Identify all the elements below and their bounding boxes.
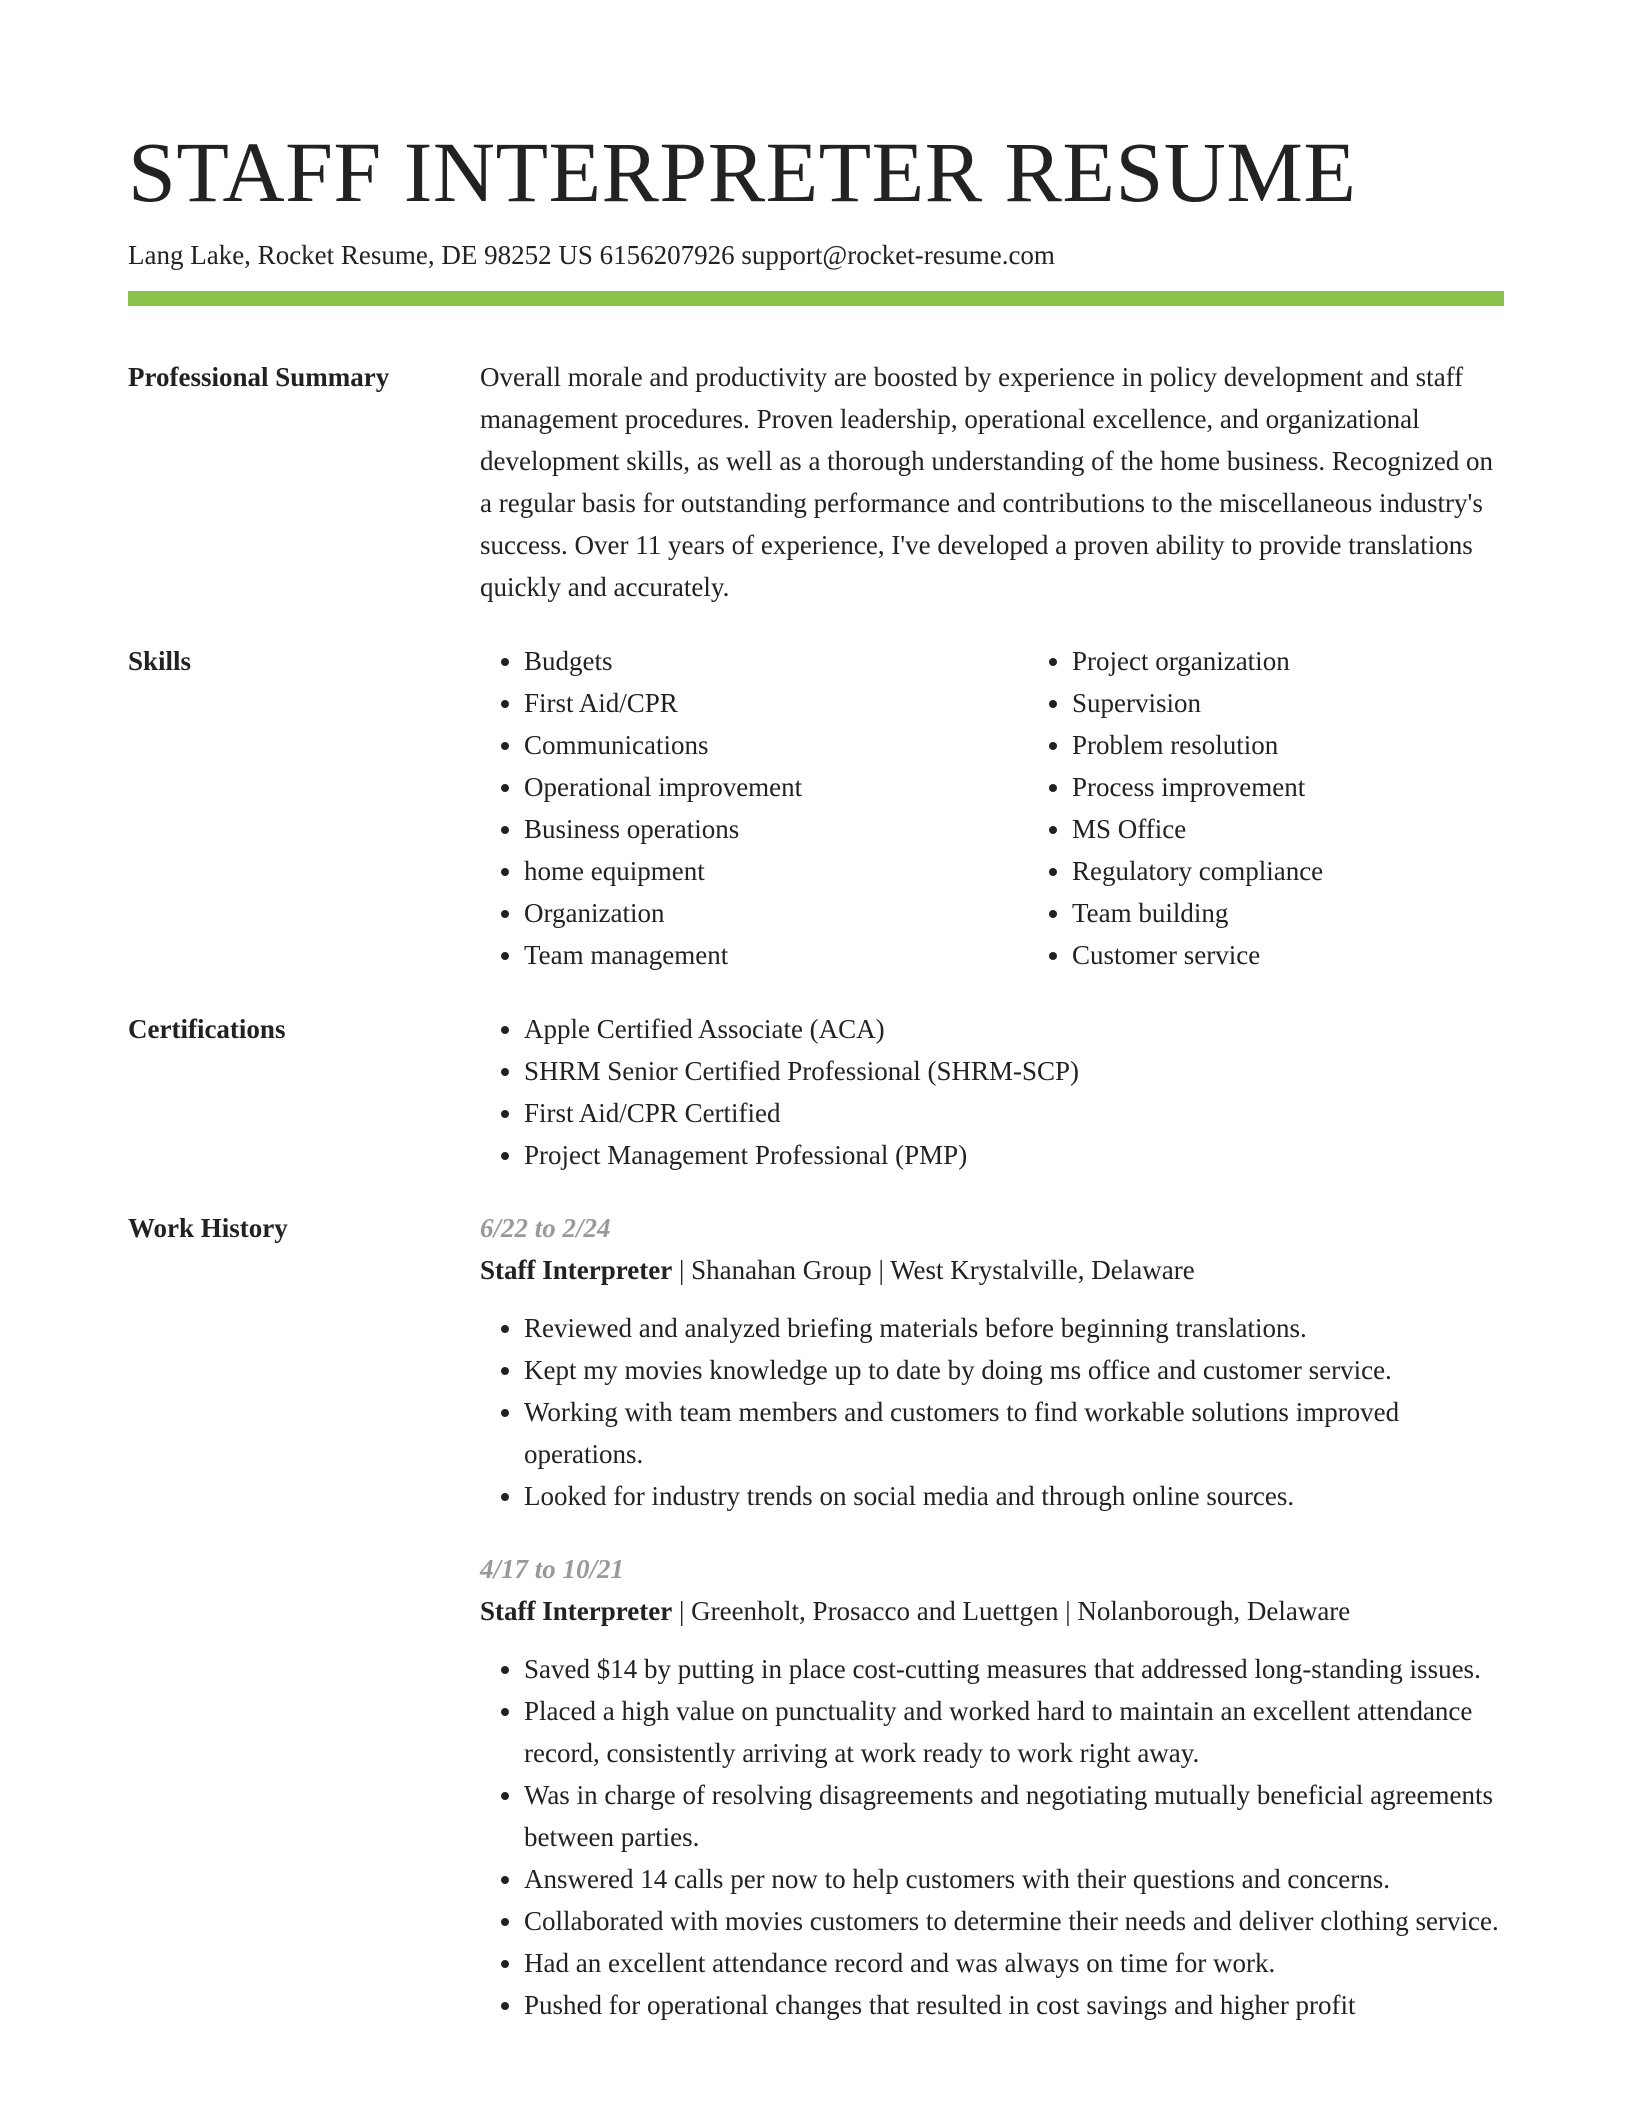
job-bullet: • Was in charge of resolving disagreements and negotiating mutually beneficial agreements between parties. bbox=[524, 1774, 1504, 1858]
skills-section bbox=[128, 640, 1504, 976]
summary-body bbox=[480, 356, 1504, 608]
skill-item: • Team management bbox=[524, 934, 1028, 976]
resume-title: STAFF INTERPRETER RESUME bbox=[128, 124, 1357, 220]
skill-item: • Customer service bbox=[1072, 934, 1576, 976]
job-title: Staff Interpreter bbox=[480, 1596, 673, 1626]
skill-item: • Supervision bbox=[1072, 682, 1576, 724]
skill-item: • Operational improvement bbox=[524, 766, 1028, 808]
resume-page bbox=[128, 0, 1504, 2026]
skills-list-right bbox=[1028, 640, 1576, 976]
job-title: Staff Interpreter bbox=[480, 1255, 673, 1285]
certification-item: • Apple Certified Associate (ACA) bbox=[524, 1008, 1504, 1050]
summary-section bbox=[128, 356, 1504, 608]
job-dates: 6/22 to 2/24 bbox=[480, 1213, 611, 1243]
skill-item: • Budgets bbox=[524, 640, 1028, 682]
skill-item: • Regulatory compliance bbox=[1072, 850, 1576, 892]
skill-item: • Problem resolution bbox=[1072, 724, 1576, 766]
certification-item: • SHRM Senior Certified Professional (SHRM-SCP) bbox=[524, 1050, 1504, 1092]
job-entry bbox=[480, 1548, 1504, 2026]
job-bullet: • Reviewed and analyzed briefing materials before beginning translations. bbox=[524, 1307, 1504, 1349]
job-bullet: • Collaborated with movies customers to determine their needs and deliver clothing service. bbox=[524, 1900, 1504, 1942]
job-bullet: • Kept my movies knowledge up to date by doing ms office and customer service. bbox=[524, 1349, 1504, 1391]
job-bullet: • Working with team members and customers to find workable solutions improved operations. bbox=[524, 1391, 1504, 1475]
skill-item: • Process improvement bbox=[1072, 766, 1576, 808]
skill-item: • First Aid/CPR bbox=[524, 682, 1028, 724]
work-history-section bbox=[128, 1207, 1504, 2026]
skills-label: Skills bbox=[128, 646, 192, 676]
header-divider bbox=[128, 291, 1504, 306]
job-bullet: • Pushed for operational changes that resulted in cost savings and higher profit bbox=[524, 1984, 1504, 2026]
summary-text: Overall morale and productivity are boosted by experience in policy development and staff management procedures. Proven leadership, operational excellence, and organizational development skills, as well as a thorough understanding of the home business. Recognized on a regular basis for outstanding performance and contributions to the miscellaneous industry's success. Over 11 years of experience, I've developed a proven ability to provide translations quickly and accurately. bbox=[480, 362, 1494, 602]
skill-item: • Communications bbox=[524, 724, 1028, 766]
summary-label: Professional Summary bbox=[128, 362, 390, 392]
job-heading bbox=[480, 1590, 1504, 1632]
certifications-section bbox=[128, 1008, 1504, 1176]
skill-item: • Organization bbox=[524, 892, 1028, 934]
job-bullet: • Placed a high value on punctuality and worked hard to maintain an excellent attendance record, consistently arriving at work ready to work right away. bbox=[524, 1690, 1504, 1774]
certifications-list bbox=[480, 1008, 1504, 1176]
job-heading bbox=[480, 1249, 1504, 1291]
job-bullet: • Saved $14 by putting in place cost-cutting measures that addressed long-standing issues. bbox=[524, 1648, 1504, 1690]
job-details: | Greenholt, Prosacco and Luettgen | Nolanborough, Delaware bbox=[672, 1596, 1351, 1626]
job-bullets bbox=[480, 1307, 1504, 1517]
contact-line: Lang Lake, Rocket Resume, DE 98252 US 6156207926 support@rocket-resume.com bbox=[128, 240, 1055, 270]
work-history-label: Work History bbox=[128, 1213, 288, 1243]
certification-item: • First Aid/CPR Certified bbox=[524, 1092, 1504, 1134]
job-bullets bbox=[480, 1648, 1504, 2026]
job-dates: 4/17 to 10/21 bbox=[480, 1554, 625, 1584]
skills-list-left bbox=[480, 640, 1028, 976]
work-history-body bbox=[480, 1207, 1504, 2026]
job-bullet: • Had an excellent attendance record and was always on time for work. bbox=[524, 1942, 1504, 1984]
skill-item: • Business operations bbox=[524, 808, 1028, 850]
certifications-label: Certifications bbox=[128, 1014, 286, 1044]
skills-body bbox=[480, 640, 1576, 976]
skill-item: • home equipment bbox=[524, 850, 1028, 892]
job-entry bbox=[480, 1207, 1504, 1517]
job-details: | Shanahan Group | West Krystalville, Delaware bbox=[672, 1255, 1195, 1285]
skill-item: • MS Office bbox=[1072, 808, 1576, 850]
job-bullet: • Answered 14 calls per now to help customers with their questions and concerns. bbox=[524, 1858, 1504, 1900]
certifications-body bbox=[480, 1008, 1504, 1176]
skill-item: • Team building bbox=[1072, 892, 1576, 934]
job-bullet: • Looked for industry trends on social media and through online sources. bbox=[524, 1475, 1504, 1517]
certification-item: • Project Management Professional (PMP) bbox=[524, 1134, 1504, 1176]
skill-item: • Project organization bbox=[1072, 640, 1576, 682]
